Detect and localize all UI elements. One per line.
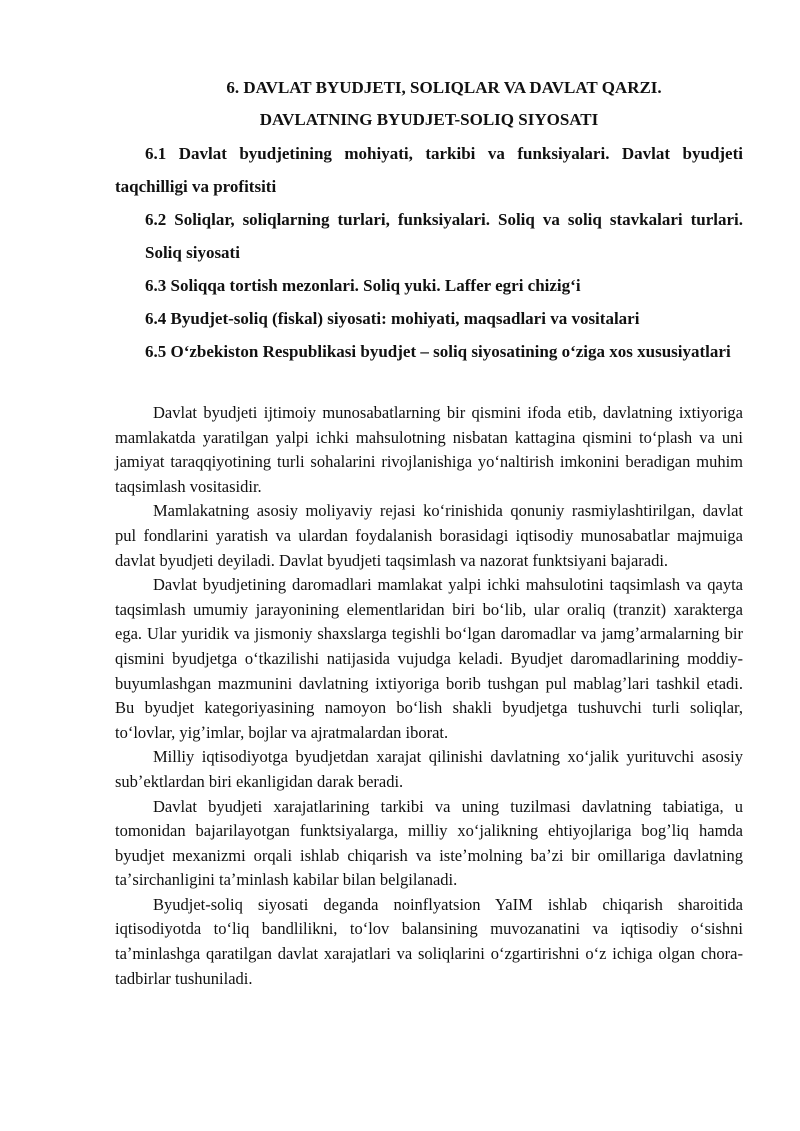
toc-item-6-5: 6.5 Oʻzbekiston Respublikasi byudjet – soliq siyosatining oʻziga xos xususiyatlari <box>145 342 731 361</box>
toc-item-6-4: 6.4 Byudjet-soliq (fiskal) siyosati: mohiyati, maqsadlari va vositalari <box>145 309 640 328</box>
chapter-title-line1: 6. DAVLAT BYUDJETI, SOLIQLAR VA DAVLAT QARZI. <box>226 78 662 97</box>
body-text <box>115 401 743 991</box>
paragraph: Davlat byudjetining daromadlari mamlakat yalpi ichki mahsulotini taqsimlash va qayta taqsimlash umumiy jarayonining elementlaridan biri boʻlib, ular oraliq (tranzit) xarakterga ega. Ular yuridik va jismoniy shaxslarga tegishli boʻlgan daromadlar va jamgʼarmalarning bir qismini byudjetga oʻtkazilishi natijasida vujudga keladi. Byudjet daromadlarining moddiy-buyumlashgan mazmunini davlatning ixtiyoriga borib tushgan pul mablagʼlari tashkil etadi. Bu byudjet kategoriyasining namoyon boʻlish shakli byudjetga tushuvchi turli soliqlar, toʻlovlar, yigʼimlar, bojlar va ajratmalardan iborat. <box>115 575 743 742</box>
paragraph: Milliy iqtisodiyotga byudjetdan xarajat qilinishi davlatning xoʻjalik yurituvchi asosiy subʼektlardan biri ekanligidan darak beradi. <box>115 747 743 791</box>
paragraph: Mamlakatning asosiy moliyaviy rejasi koʻrinishida qonuniy rasmiylashtirilgan, davlat pul fondlarini yaratish va ulardan foydalanish borasidagi iqtisodiy munosabatlar majmuiga davlat byudjeti deyiladi. Davlat byudjeti taqsimlash va nazorat funktsiyani bajaradi. <box>115 501 743 570</box>
paragraph: Byudjet-soliq siyosati deganda noinflyatsion YaIM ishlab chiqarish sharoitida iqtisodiyotda toʻliq bandlilikni, toʻlov balansining muvozanatini va iqtisodiy oʻsishni taʼminlashga qaratilgan davlat xarajatlari va soliqlarini oʻzgartirishni oʻz ichiga olgan chora-tadbirlar tushuniladi. <box>115 894 743 988</box>
chapter-title-line2: DAVLATNING BYUDJET-SOLIQ SIYOSATI <box>259 110 599 129</box>
toc-item-6-1: 6.1 Davlat byudjetining mohiyati, tarkibi va funksiyalari. Davlat byudjeti taqchilligi va profitsiti <box>115 144 743 196</box>
toc-item-6-3: 6.3 Soliqqa tortish mezonlari. Soliq yuki. Laffer egri chizigʻi <box>145 276 581 295</box>
paragraph: Davlat byudjeti ijtimoiy munosabatlarning bir qismini ifoda etib, davlatning ixtiyoriga mamlakatda yaratilgan yalpi ichki mahsulotning nisbatan kattagina qismini toʻplash va uni jamiyat taraqqiyotining turli sohalarini rivojlanishiga yoʻnaltirish imkonini beradigan muhim taqsimlash vositasidir. <box>115 403 743 496</box>
toc-item-6-2: 6.2 Soliqlar, soliqlarning turlari, funksiyalari. Soliq va soliq stavkalari turlari. Soliq siyosati <box>145 210 743 262</box>
paragraph: Davlat byudjeti xarajatlarining tarkibi va uning tuzilmasi davlatning tabiatiga, u tomonidan bajarilayotgan funktsiyalarga, milliy xoʻjalikning ehtiyojlariga bogʼliq hamda byudjet mexanizmi orqali ishlab chiqarish va isteʼmolning baʼzi bir omillariga davlatning taʼsirchanligini taʼminlash kabilar bilan belgilanadi. <box>115 796 743 890</box>
